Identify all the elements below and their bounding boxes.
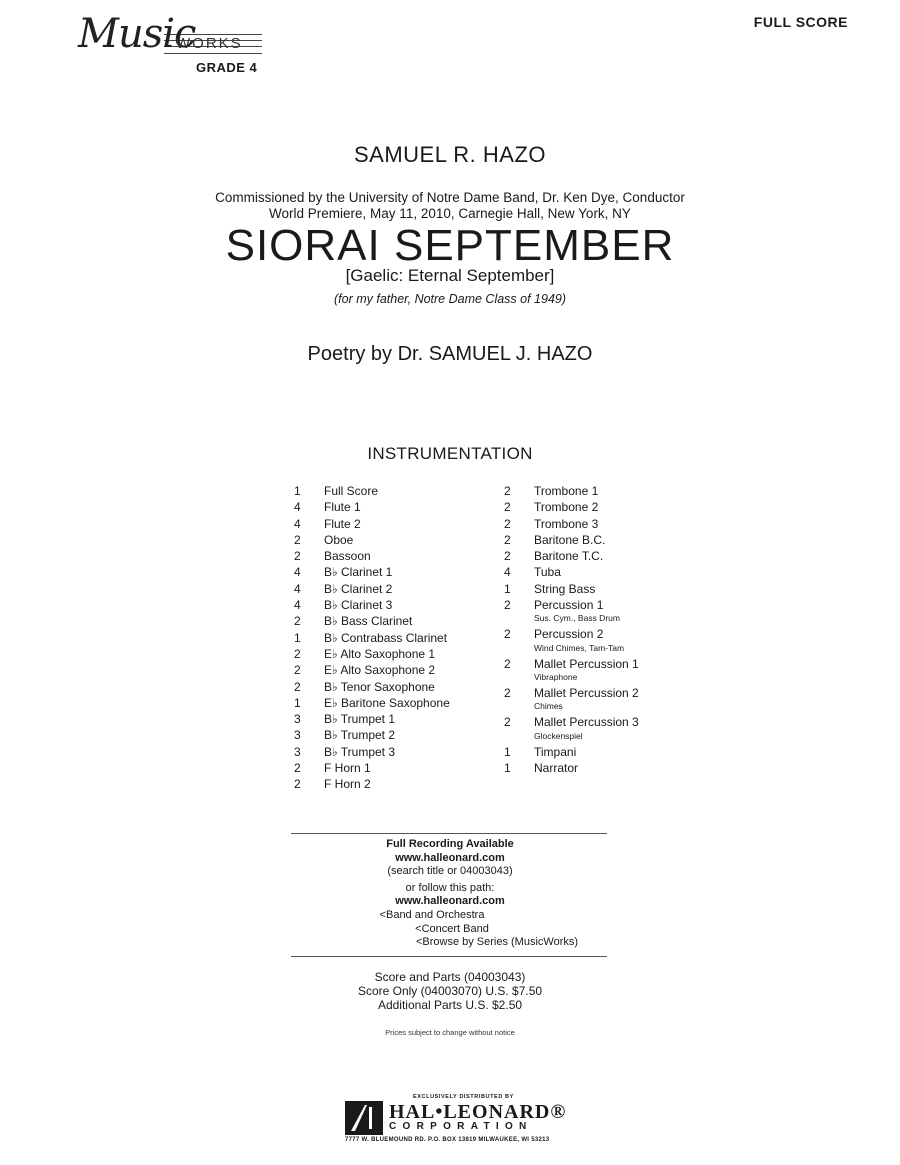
instrument-quantity: 2: [504, 715, 511, 730]
instrument-name: Trombone 1: [534, 484, 599, 498]
instrument-row: [504, 714, 639, 730]
composer-name: SAMUEL R. HAZO: [354, 142, 546, 167]
instrument-name: E♭ Alto Saxophone 2: [324, 663, 436, 678]
instrument-quantity: 3: [294, 728, 301, 743]
instrument-name: F Horn 2: [324, 777, 371, 792]
instrument-quantity: 4: [294, 581, 301, 596]
publisher-address: 7777 W. BLUEMOUND RD. P.O. BOX 13819 MILWAUKEE, WI 53213: [345, 1137, 550, 1143]
instrument-row: [504, 483, 639, 499]
instrument-quantity: 2: [294, 663, 301, 678]
instrument-name: String Bass: [534, 581, 596, 596]
path-step-1: <Band and Orchestra: [379, 908, 485, 921]
divider-top: [291, 833, 607, 834]
instrument-row: [504, 581, 639, 597]
instrument-quantity: 2: [504, 656, 511, 671]
instrument-name: Oboe: [324, 532, 354, 547]
path-step-3: <Browse by Series (MusicWorks): [415, 936, 579, 949]
instrument-row: [294, 499, 450, 515]
instrument-quantity: 2: [504, 484, 511, 498]
instrument-row: [504, 516, 639, 532]
instrument-row: [294, 711, 450, 727]
publisher-corporation: CORPORATION: [389, 1121, 533, 1132]
instrument-row: [504, 656, 639, 672]
instrument-quantity: 2: [294, 614, 301, 629]
price-line-2: Score Only (04003070) U.S. $7.50: [357, 984, 543, 998]
instrument-quantity: 2: [294, 549, 301, 564]
instrument-row: [294, 776, 450, 792]
instrument-quantity: 2: [504, 532, 511, 547]
instrumentation-heading: INSTRUMENTATION: [367, 444, 533, 463]
hal-leonard-logo-icon: [345, 1101, 383, 1135]
instrument-name: Percussion 2: [534, 627, 604, 642]
recording-info: [0, 838, 900, 950]
instrument-quantity: 4: [294, 598, 301, 613]
instrument-row: [294, 564, 450, 580]
recording-heading: Full Recording Available: [386, 838, 514, 850]
price-line-1: Score and Parts (04003043): [374, 970, 526, 984]
instrument-quantity: 4: [294, 500, 301, 515]
instrument-name: Mallet Percussion 2: [534, 685, 639, 700]
instrument-quantity: 2: [504, 627, 511, 642]
instrument-quantity: 1: [294, 484, 301, 498]
instrument-quantity: 4: [294, 516, 301, 531]
distributed-by-label: EXCLUSIVELY DISTRIBUTED BY: [413, 1094, 514, 1100]
instrument-row: [294, 630, 450, 646]
instrument-quantity: 1: [504, 581, 511, 596]
instrument-row: [504, 760, 639, 776]
full-score-label: FULL SCORE: [753, 14, 848, 30]
instrument-quantity: 4: [294, 565, 301, 580]
pricing-info: [0, 970, 900, 1012]
instrument-row: [294, 744, 450, 760]
follow-path-text: or follow this path:: [405, 881, 495, 894]
instrument-name: Mallet Percussion 1: [534, 656, 639, 671]
instrument-row: [294, 597, 450, 613]
search-hint: (search title or 04003043): [387, 865, 513, 878]
instrument-quantity: 2: [504, 685, 511, 700]
instrument-row: [504, 532, 639, 548]
instrument-row: [504, 597, 639, 613]
path-step-2: <Concert Band: [415, 922, 489, 935]
instrument-name: B♭ Contrabass Clarinet: [324, 630, 448, 645]
instrument-note: Vibraphone: [534, 671, 578, 682]
commission-line-1: Commissioned by the University of Notre Dame Band, Dr. Ken Dye, Conductor: [215, 190, 685, 205]
instrument-quantity: 1: [294, 695, 301, 710]
instrument-row: [504, 744, 639, 760]
instrument-name: Timpani: [534, 744, 577, 759]
dedication: (for my father, Notre Dame Class of 1949): [333, 292, 567, 306]
instrument-name: F Horn 1: [324, 761, 371, 776]
instrument-name: B♭ Clarinet 2: [324, 581, 393, 596]
commission-text: [0, 190, 900, 222]
instrument-quantity: 4: [504, 565, 511, 580]
logo-works-text: WORKS: [176, 35, 243, 52]
poetry-credit: Poetry by Dr. SAMUEL J. HAZO: [307, 343, 593, 365]
instrument-quantity: 1: [504, 744, 511, 759]
price-line-3: Additional Parts U.S. $2.50: [377, 998, 523, 1012]
logo-script-text: Music: [78, 11, 196, 57]
piece-title: SIORAI SEPTEMBER: [225, 221, 675, 270]
instrument-row: [294, 760, 450, 776]
instrument-quantity: 2: [504, 516, 511, 531]
instrument-row: [504, 685, 639, 701]
instrument-name: Percussion 1: [534, 598, 604, 613]
instrument-quantity: 2: [294, 646, 301, 661]
instrumentation-right-column: [504, 483, 639, 776]
instrument-quantity: 2: [504, 549, 511, 564]
instrument-note: Chimes: [534, 701, 563, 712]
instrument-name: Narrator: [534, 760, 579, 775]
instrument-name: B♭ Bass Clarinet: [324, 614, 413, 629]
instrument-quantity: 3: [294, 712, 301, 727]
instrument-row: [294, 662, 450, 678]
instrument-quantity: 2: [294, 777, 301, 792]
grade-label: GRADE 4: [196, 60, 258, 75]
instrument-row: [294, 679, 450, 695]
instrument-row: [294, 613, 450, 629]
instrument-name: E♭ Baritone Saxophone: [324, 695, 450, 710]
instrument-row: [504, 548, 639, 564]
instrument-row: [504, 564, 639, 580]
instrument-name: B♭ Clarinet 3: [324, 598, 393, 613]
instrument-name: B♭ Trumpet 3: [324, 744, 396, 759]
instrument-row: [294, 516, 450, 532]
instrument-row: [504, 499, 639, 515]
instrument-note: Glockenspiel: [534, 730, 583, 741]
instrument-name: Mallet Percussion 3: [534, 715, 639, 730]
recording-link[interactable]: www.halleonard.com: [395, 851, 505, 864]
divider-bottom: [291, 956, 607, 957]
instrument-row: [504, 626, 639, 642]
instrument-name: Baritone B.C.: [534, 532, 606, 547]
instrument-name: Flute 1: [324, 500, 361, 515]
instrument-name: B♭ Trumpet 1: [324, 712, 396, 727]
instrument-name: Full Score: [324, 484, 379, 498]
publisher-name: HAL•LEONARD®: [389, 1101, 567, 1123]
instrument-name: Trombone 2: [534, 500, 599, 515]
recording-link-2[interactable]: www.halleonard.com: [395, 895, 505, 908]
instrument-row: [294, 548, 450, 564]
instrument-name: Bassoon: [324, 549, 371, 564]
instrument-row: [294, 581, 450, 597]
instrument-row: [294, 532, 450, 548]
instrument-name: E♭ Alto Saxophone 1: [324, 646, 436, 661]
instrument-quantity: 2: [294, 761, 301, 776]
instrument-name: B♭ Tenor Saxophone: [324, 679, 435, 694]
instrument-note: Sus. Cym., Bass Drum: [534, 613, 620, 624]
commission-line-2: World Premiere, May 11, 2010, Carnegie Hall, New York, NY: [269, 206, 631, 221]
instrument-quantity: 3: [294, 744, 301, 759]
instrument-row: [294, 695, 450, 711]
instrument-row: [294, 727, 450, 743]
piece-subtitle: [Gaelic: Eternal September]: [345, 266, 555, 285]
instrument-quantity: 1: [294, 630, 301, 645]
instrument-name: Flute 2: [324, 516, 361, 531]
instrument-row: [294, 646, 450, 662]
instrument-quantity: 1: [504, 760, 511, 775]
instrument-quantity: 2: [294, 532, 301, 547]
instrumentation-left-column: [294, 483, 450, 793]
instrument-quantity: 2: [504, 500, 511, 515]
instrument-name: Tuba: [534, 565, 561, 580]
instrument-quantity: 2: [504, 598, 511, 613]
instrument-name: Baritone T.C.: [534, 549, 604, 564]
instrument-quantity: 2: [294, 679, 301, 694]
instrument-name: Trombone 3: [534, 516, 599, 531]
instrument-note: Wind Chimes, Tam-Tam: [534, 642, 625, 653]
price-notice: Prices subject to change without notice: [385, 1028, 515, 1037]
instrument-name: B♭ Trumpet 2: [324, 728, 396, 743]
instrument-name: B♭ Clarinet 1: [324, 565, 393, 580]
instrument-row: [294, 483, 450, 499]
